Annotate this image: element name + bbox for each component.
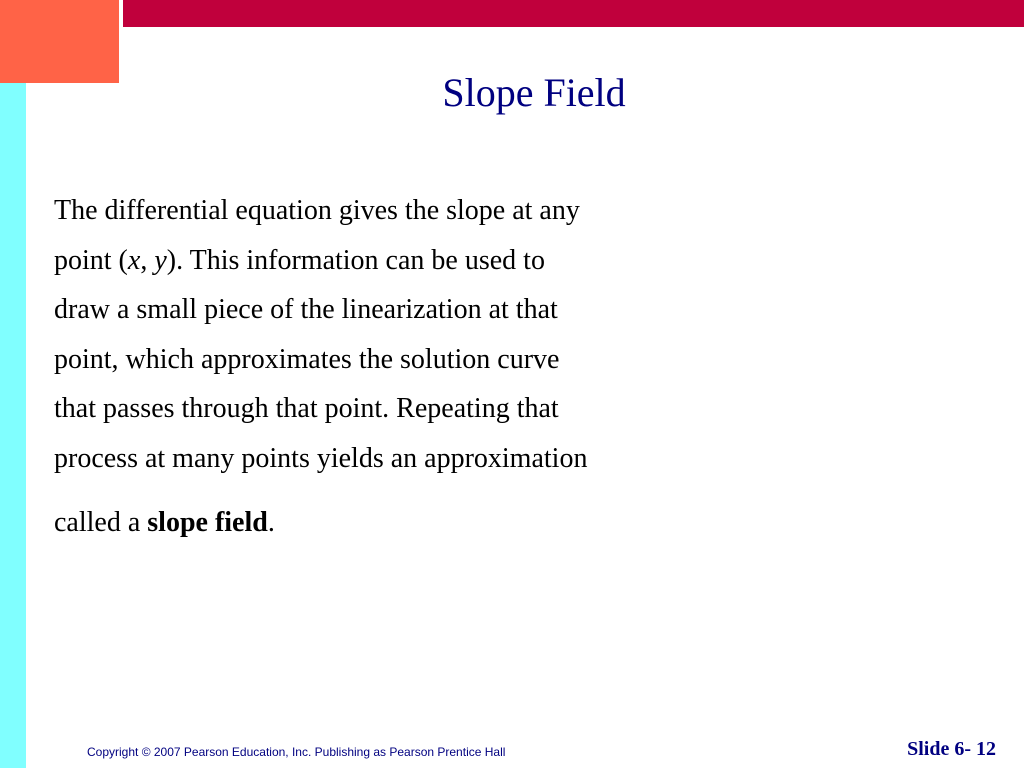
variable-x: x: [127, 244, 141, 276]
body-text: that passes through that point. Repeating that: [54, 393, 559, 424]
body-text: point, which approximates the solution curve: [54, 343, 560, 375]
copyright-footer: Copyright © 2007 Pearson Education, Inc. Publishing as Pearson Prentice Hall: [87, 745, 506, 759]
band-gap: [119, 0, 123, 27]
top-decorative-band: [0, 0, 1024, 27]
body-line-4: [54, 335, 754, 385]
body-text: The differential equation gives the slope at any: [54, 195, 580, 226]
body-text: process at many points yields an approximation: [54, 442, 588, 474]
term-slope-field: slope field: [147, 507, 268, 538]
slide-number: Slide 6- 12: [907, 738, 996, 760]
body-line-3: [54, 285, 754, 335]
body-line-1: [54, 186, 754, 236]
side-decorative-bar: [0, 83, 26, 768]
variable-y: y: [154, 244, 167, 276]
body-text: ,: [140, 244, 155, 276]
slide-title: Slope Field: [442, 70, 626, 115]
corner-decorative-square: [0, 0, 119, 83]
body-text: draw a small piece of the linearization at that: [54, 294, 558, 325]
body-line-6: [54, 434, 754, 484]
body-line-2: [54, 236, 754, 286]
body-line-5: [54, 384, 754, 434]
body-text: .: [267, 507, 275, 538]
body-line-7: [54, 498, 754, 548]
body-text: ). This information can be used to: [166, 244, 545, 276]
body-text: called a: [54, 507, 148, 538]
body-text: point (: [54, 244, 128, 276]
slide-body: [54, 186, 754, 548]
